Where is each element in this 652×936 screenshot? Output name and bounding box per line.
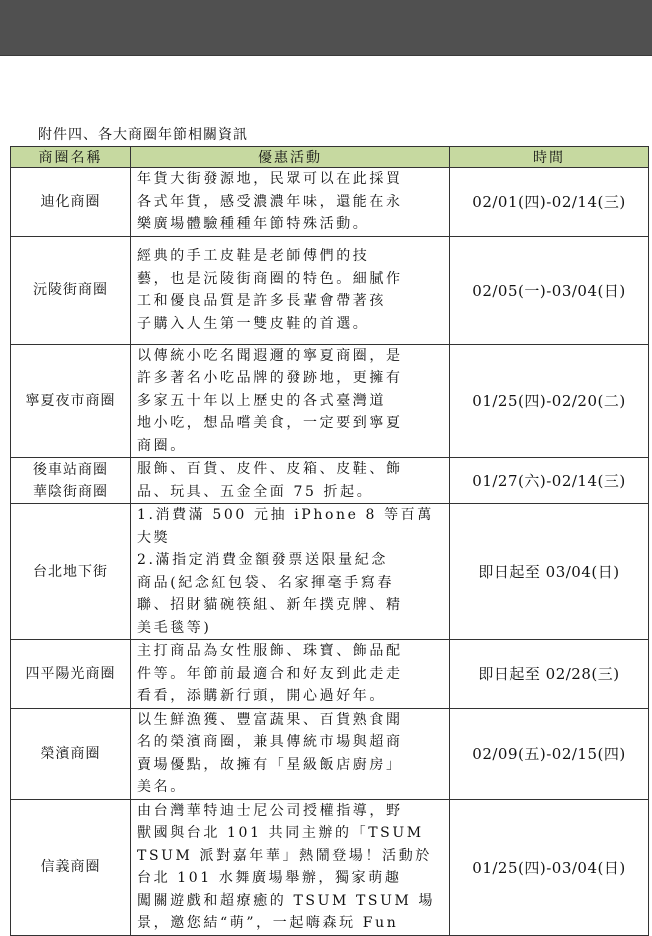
district-name-cell <box>11 640 131 709</box>
viewer-top-bar <box>0 0 652 56</box>
promotion-line: 商品(紀念紅包袋、名家揮毫手寫春 <box>137 574 395 591</box>
period-cell: 即日起至 02/28(三) <box>450 640 649 709</box>
promotion-line: 以傳統小吃名聞遐邇的寧夏商圈，是 <box>137 347 403 364</box>
table-row <box>11 236 649 344</box>
promotion-line: 商圈。 <box>137 437 187 454</box>
promotion-line: 多家五十年以上歷史的各式臺灣道 <box>137 392 386 409</box>
table-row <box>11 168 649 237</box>
promotion-line: 藝，也是沅陵街商圈的特色。細膩作 <box>137 270 403 287</box>
district-name-cell <box>11 458 131 504</box>
period-cell: 02/05(一)-03/04(日) <box>450 236 649 344</box>
promotion-line: 地小吃，想品嚐美食，一定要到寧夏 <box>137 415 403 431</box>
promotion-line: 看看，添購新行頭，開心過好年。 <box>137 688 386 704</box>
district-name: 榮濱商圈 <box>40 745 101 762</box>
district-name-cell <box>11 708 131 799</box>
promotion-line: 許多著名小吃品牌的發跡地，更擁有 <box>137 370 403 386</box>
period-cell: 即日起至 03/04(日) <box>450 504 649 640</box>
period-cell: 01/25(四)-03/04(日) <box>450 799 649 935</box>
promotion-line: 景，邀您結“萌”，一起嗨森玩 Fun <box>137 915 399 931</box>
promotion-line: 2.滿指定消費金額發票送限量紀念 <box>137 552 388 568</box>
period-cell: 01/27(六)-02/14(三) <box>450 458 649 504</box>
table-row <box>11 640 649 709</box>
district-name-cell <box>11 168 131 237</box>
promotion-cell <box>131 708 450 799</box>
period-cell: 02/09(五)-02/15(四) <box>450 708 649 799</box>
promotion-line: 年貨大街發源地，民眾可以在此採買 <box>137 171 403 187</box>
promotion-line: 主打商品為女性服飾、珠寶、飾品配 <box>137 643 403 659</box>
promotion-line: 樂廣場體驗種種年節特殊活動。 <box>137 216 370 232</box>
table-header-row <box>11 147 649 168</box>
promotion-line: 聯、招財貓碗筷組、新年撲克牌、精 <box>137 597 403 613</box>
promotion-line: 1.消費滿 500 元抽 iPhone 8 等百萬 <box>137 507 434 523</box>
district-name-cell <box>11 344 131 458</box>
district-name: 台北地下街 <box>33 563 108 580</box>
promotion-line: 件等。年節前最適合和好友到此走走 <box>137 665 403 682</box>
promotion-cell <box>131 236 450 344</box>
promotion-line: TSUM 派對嘉年華」熱鬧登場！活動於 <box>137 847 432 864</box>
district-name: 迪化商圈 <box>40 193 101 210</box>
promotion-line: 名的榮濱商圈，兼具傳統市場與超商 <box>137 734 403 750</box>
table-row <box>11 458 649 504</box>
promotion-line: 賣場優點，故擁有「星級飯店廚房」 <box>137 756 403 773</box>
promotion-line: 經典的手工皮鞋是老師傅們的技 <box>137 248 370 264</box>
promotion-line: 由台灣華特迪士尼公司授權指導，野 <box>137 802 403 819</box>
promotion-line: 服飾、百貨、皮件、皮箱、皮鞋、飾 <box>137 461 403 477</box>
promotion-line: 大獎 <box>137 529 171 546</box>
promotion-line: 各式年貨，感受濃濃年味，還能在永 <box>137 193 403 210</box>
promotion-cell <box>131 799 450 935</box>
table-caption: 附件四、各大商圈年節相關資訊 <box>38 127 248 143</box>
header-time: 時間 <box>450 147 649 168</box>
table-row <box>11 708 649 799</box>
district-name-cell <box>11 236 131 344</box>
district-name: 寧夏夜市商圈 <box>25 392 116 409</box>
shopping-district-table <box>10 146 649 936</box>
district-name: 後車站商圈 <box>33 461 108 478</box>
promotion-line: 工和優良品質是許多長輩會帶著孩 <box>137 293 386 309</box>
promotion-line: 美毛毯等) <box>137 619 212 636</box>
promotion-line: 品、玩具、五金全面 75 折起。 <box>137 483 374 500</box>
period-cell: 01/25(四)-02/20(二) <box>450 344 649 458</box>
table-row <box>11 344 649 458</box>
promotion-cell <box>131 344 450 458</box>
district-name: 信義商圈 <box>40 859 101 875</box>
promotion-line: 闖關遊戲和超療癒的 TSUM TSUM 場 <box>137 892 436 909</box>
promotion-cell <box>131 168 450 237</box>
promotion-cell <box>131 458 450 504</box>
district-name: 四平陽光商圈 <box>25 665 116 682</box>
promotion-line: 子購入人生第一雙皮鞋的首選。 <box>137 315 370 332</box>
district-name: 沅陵街商圈 <box>33 282 108 298</box>
promotion-line: 以生鮮漁獲、豐富蔬果、百貨熟食聞 <box>137 711 403 728</box>
promotion-line: 台北 101 水舞廣場舉辦，獨家萌趣 <box>137 870 402 886</box>
promotion-line: 美名。 <box>137 779 187 795</box>
promotion-cell <box>131 640 450 709</box>
district-name: 華陰街商圈 <box>33 483 108 500</box>
table-row <box>11 799 649 935</box>
table-row <box>11 504 649 640</box>
header-desc: 優惠活動 <box>131 147 450 168</box>
district-name-cell <box>11 799 131 935</box>
promotion-line: 獸國與台北 101 共同主辦的「TSUM <box>137 825 424 841</box>
period-cell: 02/01(四)-02/14(三) <box>450 168 649 237</box>
district-name-cell <box>11 504 131 640</box>
promotion-cell <box>131 504 450 640</box>
header-name: 商圈名稱 <box>11 147 131 168</box>
